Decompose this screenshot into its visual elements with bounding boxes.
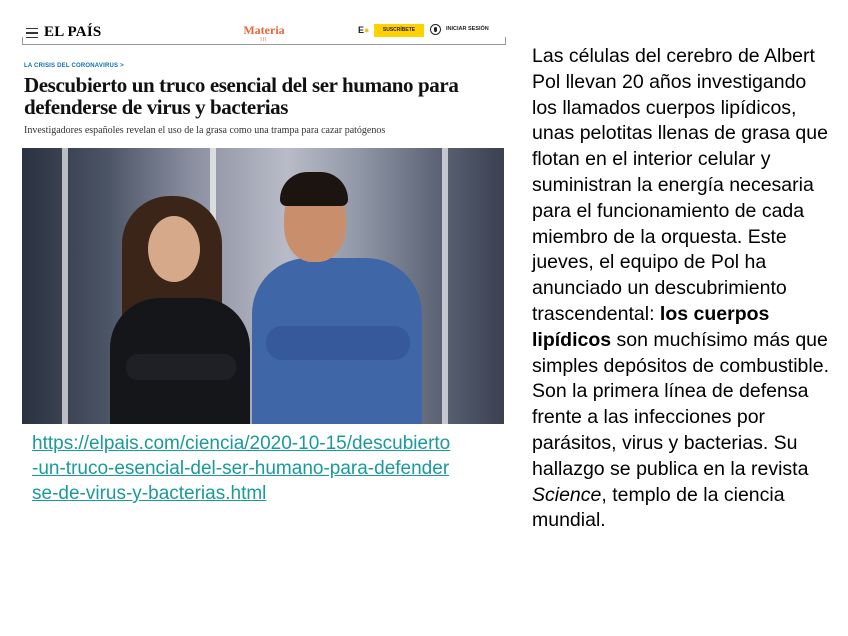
light-panel — [62, 148, 68, 424]
man-arms — [266, 326, 410, 360]
kicker-link[interactable]: LA CRISIS DEL CORONAVIRUS > — [24, 63, 124, 69]
section-sub: III — [260, 37, 268, 43]
summary-bold-term: los cuerpos lipídicos — [532, 302, 770, 351]
summary-journal-name: Science — [532, 483, 602, 506]
article-photo — [22, 148, 504, 424]
hamburger-menu-icon[interactable] — [26, 28, 38, 38]
edition-icon-letter: E — [358, 25, 365, 35]
newspaper-logo[interactable]: EL PAÍS — [44, 24, 102, 40]
article-summary — [532, 44, 832, 534]
summary-text-part3: , templo de la ciencia mundial. — [532, 483, 785, 532]
article-headline: Descubierto un truco esencial del ser humano para defenderse de virus y bacterias — [24, 73, 459, 119]
edition-icon[interactable] — [358, 25, 369, 35]
woman-arms — [126, 354, 236, 380]
newspaper-header — [22, 18, 508, 44]
article-url-link[interactable]: https://elpais.com/ciencia/2020-10-15/descubierto-un-truco-esencial-del-ser-humano-para-defenderse-de-virus-y-bacterias.html — [32, 433, 451, 504]
edition-icon-dot: ● — [364, 25, 370, 35]
user-icon[interactable] — [430, 24, 441, 35]
article-subheadline: Investigadores españoles revelan el uso de la grasa como una trampa para cazar patógenos — [24, 125, 386, 136]
woman-face — [148, 216, 200, 282]
header-divider — [22, 44, 506, 45]
summary-text-part2: son muchísimo más que simples depósitos de combustible. Son la primera línea de defensa frente a las infecciones por parásitos, virus y bacterias. Su hallazgo se publica en la revista — [532, 328, 829, 480]
light-panel — [442, 148, 448, 424]
man-hair — [280, 172, 348, 206]
section-tag[interactable]: Materia — [243, 23, 285, 37]
login-link[interactable]: INICIAR SESIÓN — [446, 26, 489, 32]
subscribe-button[interactable]: SUSCRÍBETE — [374, 24, 424, 37]
newspaper-screenshot — [22, 10, 508, 424]
summary-text-part1: Las células del cerebro de Albert Pol llevan 20 años investigando los llamados cuerpos lipídicos, unas pelotitas llenas de grasa que flotan en el interior celular y suministran la energía necesaria para el funcionamiento de cada miembro de la orquesta. Este jueves, el equipo de Pol ha anunciado un descubrimiento trascendental: — [532, 45, 828, 325]
